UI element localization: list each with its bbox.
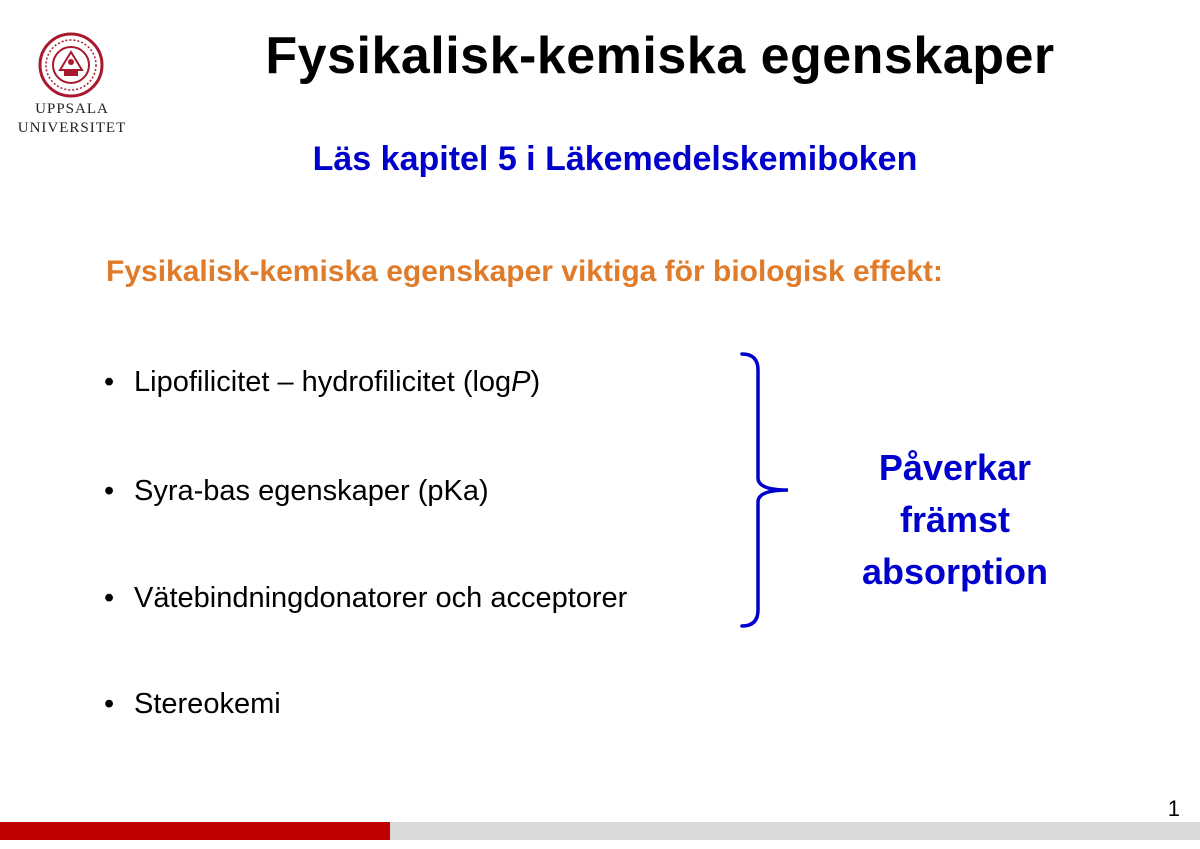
logo-line-universitet: UNIVERSITET: [17, 120, 127, 136]
bullet-text: Syra-bas egenskaper (pKa): [134, 475, 489, 507]
bullet-marker: •: [104, 688, 115, 720]
bullet-marker: •: [104, 475, 115, 507]
footer-accent-bar: [0, 822, 390, 840]
logo-line-uppsala: UPPSALA: [35, 101, 109, 117]
effect-note: [820, 442, 1090, 598]
effect-line-1: Påverkar: [878, 447, 1032, 488]
bullet-marker: •: [104, 582, 115, 614]
right-brace-icon: [730, 350, 800, 630]
bullet-text-prefix: Lipofilicitet – hydrofilicitet (log: [134, 366, 512, 398]
slide-title: Fysikalisk-kemiska egenskaper: [265, 27, 1055, 85]
effect-line-3: absorption: [862, 551, 1048, 592]
university-seal-icon: [38, 32, 104, 98]
bullet-syra-bas: [104, 475, 489, 508]
footer-grey-bar: [390, 822, 1200, 840]
bullet-vatebindning: [104, 582, 627, 615]
bullet-text-italic: P: [511, 366, 531, 398]
bullet-marker: •: [104, 366, 115, 398]
effect-line-2: främst: [899, 499, 1011, 540]
bullet-lipofilicitet: [104, 366, 540, 399]
university-logo: [0, 10, 150, 140]
page-number: 1: [1167, 796, 1180, 821]
bullet-text: Stereokemi: [134, 688, 281, 720]
section-heading: Fysikalisk-kemiska egenskaper viktiga för biologisk effekt:: [106, 255, 944, 288]
bullet-text: Vätebindningdonatorer och acceptorer: [134, 582, 628, 614]
bullet-text-suffix: ): [530, 366, 541, 398]
bullet-stereokemi: [104, 688, 281, 721]
slide-subtitle: Läs kapitel 5 i Läkemedelskemiboken: [312, 140, 918, 178]
